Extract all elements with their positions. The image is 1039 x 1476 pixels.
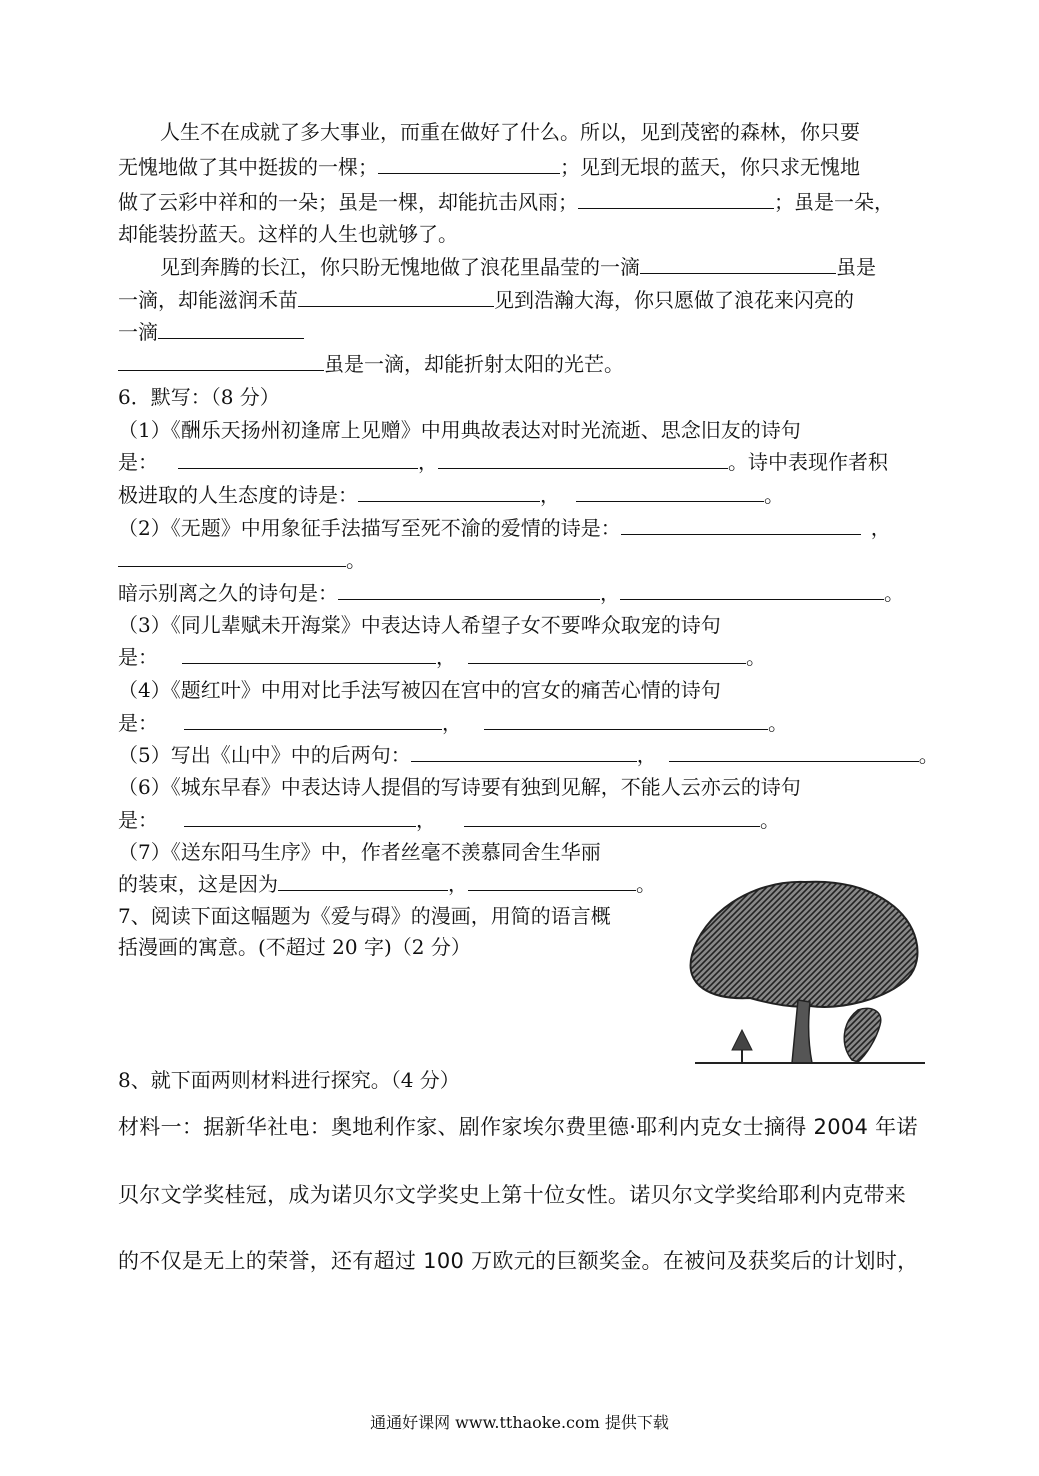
fill-blank[interactable] (118, 546, 346, 567)
q6-s7-line-1: （7）《送东阳马生序》中，作者丝毫不羡慕同舍生华丽 (118, 840, 601, 864)
fill-blank[interactable] (640, 253, 836, 274)
q6-s3-line-1: （3）《同儿辈赋未开海棠》中表达诗人希望子女不要哗众取宠的诗句 (118, 613, 721, 637)
q7-line-1: 7、阅读下面这幅题为《爱与碍》的漫画，用简的语言概 (118, 904, 611, 928)
p1-line-2: 无愧地做了其中挺拔的一棵； ；见到无垠的蓝天，你只求无愧地 (118, 155, 860, 179)
q6-s5-line: （5）写出《山中》中的后两句： ， 。 (118, 743, 939, 767)
q6-s1-line-1: （1）《酬乐天扬州初逢席上见赠》中用典故表达对时光流逝、思念旧友的诗句 (118, 418, 801, 442)
fill-blank[interactable] (468, 870, 636, 891)
fill-blank[interactable] (184, 709, 442, 730)
q6-s1-line-3: 极进取的人生态度的诗是： ， 。 (118, 483, 784, 507)
q6-s7-line-2: 的装束，这是因为 ， 。 (118, 872, 656, 896)
q8-material-line-3: 的不仅是无上的荣誉，还有超过 100 万欧元的巨额奖金。在被问及获奖后的计划时， (118, 1249, 919, 1273)
q8-title: 8、就下面两则材料进行探究。（4 分） (118, 1068, 460, 1092)
fill-blank[interactable] (438, 448, 728, 469)
fill-blank[interactable] (118, 350, 324, 371)
fill-blank[interactable] (578, 188, 774, 209)
fill-blank[interactable] (411, 741, 637, 762)
fill-blank[interactable] (669, 741, 919, 762)
tree-cartoon-icon (680, 860, 930, 1068)
q8-material-line-2: 贝尔文学奖桂冠，成为诺贝尔文学奖史上第十位女性。诺贝尔文学奖给耶利内克带来 (118, 1183, 907, 1207)
fill-blank[interactable] (468, 643, 746, 664)
fill-blank[interactable] (298, 286, 494, 307)
q6-s2-line-1: （2）《无题》中用象征手法描写至死不渝的爱情的诗是： ， (118, 516, 891, 540)
fill-blank[interactable] (358, 481, 540, 502)
p2-line-2: 一滴，却能滋润禾苗 见到浩瀚大海，你只愿做了浪花来闪亮的 (118, 288, 854, 312)
q7-line-2: 括漫画的寓意。(不超过 20 字)（2 分） (118, 935, 471, 959)
q6-s6-line-1: （6）《城东早春》中表达诗人提倡的写诗要有独到见解，不能人云亦云的诗句 (118, 775, 801, 799)
fill-blank[interactable] (158, 318, 304, 339)
q6-s3-line-2: 是： ， 。 (118, 645, 766, 669)
fill-blank[interactable] (338, 579, 600, 600)
fill-blank[interactable] (278, 870, 448, 891)
fill-blank[interactable] (576, 481, 764, 502)
q6-s4-line-2: 是： ， 。 (118, 711, 788, 735)
fill-blank[interactable] (178, 448, 418, 469)
fill-blank[interactable] (378, 153, 560, 174)
fill-blank[interactable] (184, 806, 416, 827)
p2-line-4: 虽是一滴，却能折射太阳的光芒。 (118, 350, 624, 378)
p1-line-1: 人生不在成就了多大事业，而重在做好了什么。所以，见到茂密的森林，你只要 (160, 120, 860, 144)
q8-material-line-1: 材料一：据新华社电：奥地利作家、剧作家埃尔费里德·耶利内克女士摘得 2004 年诺 (118, 1115, 918, 1139)
fill-blank[interactable] (620, 579, 884, 600)
q6-s2-line-3: 暗示别离之久的诗句是： ， 。 (118, 581, 904, 605)
fill-blank[interactable] (621, 514, 861, 535)
q6-s2-line-2: 。 (118, 546, 366, 574)
fill-blank[interactable] (182, 643, 436, 664)
p1-line-3: 做了云彩中祥和的一朵；虽是一棵，却能抗击风雨； ；虽是一朵， (118, 190, 894, 214)
p2-line-3: 一滴 (118, 318, 304, 346)
p2-line-1: 见到奔腾的长江，你只盼无愧地做了浪花里晶莹的一滴 虽是 (160, 255, 876, 279)
fill-blank[interactable] (484, 709, 768, 730)
q6-s6-line-2: 是： ， 。 (118, 808, 780, 832)
fill-blank[interactable] (464, 806, 760, 827)
p1-line-4: 却能装扮蓝天。这样的人生也就够了。 (118, 222, 458, 246)
q6-s1-line-2: 是： ， 。诗中表现作者积 (118, 450, 888, 474)
q6-s4-line-1: （4）《题红叶》中用对比手法写被囚在宫中的宫女的痛苦心情的诗句 (118, 678, 721, 702)
q6-title: 6．默写：（8 分） (118, 385, 280, 409)
page-footer: 通通好课网 www.tthaoke.com 提供下载 (370, 1413, 669, 1432)
